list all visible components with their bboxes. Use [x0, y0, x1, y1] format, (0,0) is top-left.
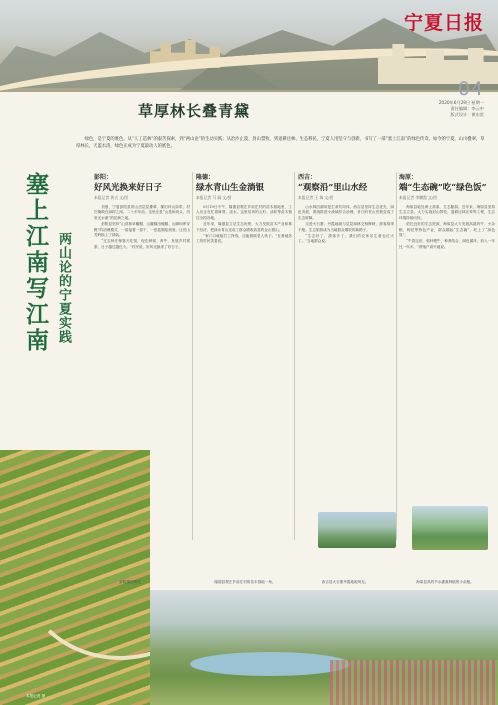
article-body	[196, 205, 292, 245]
paragraph: 彭阳县坚持“山顶林草戴帽、山腰梯田缠腰、山脚坝库穿靴”的治理模式，一届接着一届干，一张蓝图绘到底，让荒山秃岭换上了绿装。	[94, 222, 190, 238]
paragraph: 6月19日中午，隆德县观庄乡前庄村的苗木基地里，工人们正在忙着修剪、浇水。这里培育的云杉、油松等苗木销往全国各地。	[196, 205, 292, 220]
article-byline: 本报记者 黄吉 文/图	[94, 195, 129, 200]
page-headline: 草厚林长叠青黛	[138, 102, 251, 120]
paragraph: 依托良好的生态资源，海原县大力发展高端肉牛、小杂粮、枸杞等特色产业，群众端起“生态碗”，吃上了“绿色饭”。	[399, 222, 495, 238]
article-body	[399, 205, 495, 250]
photo-caption: 隆德县观庄乡前庄村的苗木基地一角。	[214, 580, 276, 584]
paragraph: “生态好了，游客多了，我们的农家乐生意也红火了。”当地群众说。	[298, 234, 394, 244]
paragraph: 近年来，隆德县立足生态优势，大力发展苗木产业和林下经济，把绿水青山变成了群众增收致富的金山银山。	[196, 222, 292, 232]
xiji-landscape-photo	[318, 512, 396, 548]
designer-line: 版式设计：黄东雷	[450, 112, 484, 117]
paragraph: 初夏，宁夏彭阳县的山峦层层叠翠，梯田环山如带，村庄掩映在绿树之间。二十多年前，这里还是“山是和尚头，沟里无水流”的贫瘠之地。	[94, 205, 190, 220]
lake-shape	[190, 652, 350, 676]
article-kicker: 彭阳：	[94, 174, 113, 181]
photo-caption: 西吉县火石寨丹霞地貌风光。	[321, 580, 369, 584]
editor-line: 责任编辑：李云中	[450, 106, 484, 111]
paragraph: 山水林田湖草是生命共同体。西吉县坚持生态优先、绿色发展，系统推进小流域综合治理，昔日的荒山荒坡变成了生态屏障。	[298, 205, 394, 220]
paragraph: “牛粪还田、秸秆喂牛，种养结合，绿色循环，收入一年比一年多。”养殖户高兴地说。	[399, 239, 495, 249]
article-kicker: 隆德：	[196, 174, 215, 181]
article-body	[298, 205, 394, 245]
winding-road	[20, 480, 150, 660]
newspaper-masthead: 宁夏日报	[403, 12, 484, 34]
page-number: 04	[457, 78, 484, 100]
article-body	[94, 205, 190, 250]
haiyuan-field-photo	[412, 506, 488, 550]
article-pengyang	[94, 172, 190, 251]
bottom-landscape-photo	[150, 590, 498, 705]
photo-caption: 彭阳梯田风光	[119, 580, 141, 584]
article-kicker: 海原：	[399, 174, 418, 181]
date-line: 2020年6月29日 星期一	[438, 100, 484, 105]
article-byline: 本报记者 王 瑞 文/图	[298, 195, 334, 200]
paragraph: “过去种庄稼靠天吃饭，现在种树、养牛、发展乡村旅游，日子越过越红火。”村民说，好风光换来了好日子。	[94, 239, 190, 249]
article-title: 绿水青山生金淌银	[196, 183, 265, 193]
column-divider	[192, 172, 193, 540]
terrace-fields-photo	[0, 450, 150, 705]
paragraph: 海原县地处黄土高原，生态脆弱。近年来，海原县坚持生态立县，大力实施封山禁牧、退耕还林还草等工程，生态环境持续向好。	[399, 205, 495, 220]
paragraph: 走进火石寨，丹霞地貌与层层绿林交相辉映，游客络绎不绝。生态旅游成为当地群众增收的新路子。	[298, 222, 394, 232]
article-haiyuan	[399, 172, 495, 251]
lead-paragraph: 绿色，是宁夏的底色。从“人工造林”的艰苦探索，到“两山论”的生动实践；从治沙止漠、封山禁牧，到退耕还林、生态移民，宁夏人用坚守与创新，书写了一部“塞上江南”的绿色传奇。如今的宁夏，山川叠翠，草厚林长，天蓝水清，绿色正成为宁夏最动人的底色。	[76, 137, 485, 149]
article-byline: 本报记者 李鹏霞 文/图	[399, 195, 437, 200]
date-info	[439, 100, 484, 118]
column-divider	[294, 172, 295, 540]
photo-caption: 海原县高效节水灌溉种植的小杂粮。	[416, 580, 474, 584]
paragraph: “家门口就能打工挣钱，还能照顾老人孩子。”在基地务工的村民笑着说。	[196, 234, 292, 244]
article-title: 端“生态碗”吃“绿色饭”	[399, 183, 487, 193]
vertical-subtitle: 两山论的宁夏实践	[56, 232, 71, 344]
photo-credit: 本报记者 摄	[26, 694, 46, 698]
flower-field	[330, 660, 498, 705]
article-byline: 本报记者 马 缅 文/图	[196, 195, 232, 200]
article-title: “观察沿”里山水经	[298, 183, 368, 193]
article-title: 好风光换来好日子	[94, 183, 163, 193]
article-kicker: 西吉：	[298, 174, 317, 181]
vertical-title: 塞上江南写江南	[22, 172, 49, 354]
column-divider	[396, 172, 397, 540]
article-xiji	[298, 172, 394, 246]
article-longde	[196, 172, 292, 246]
